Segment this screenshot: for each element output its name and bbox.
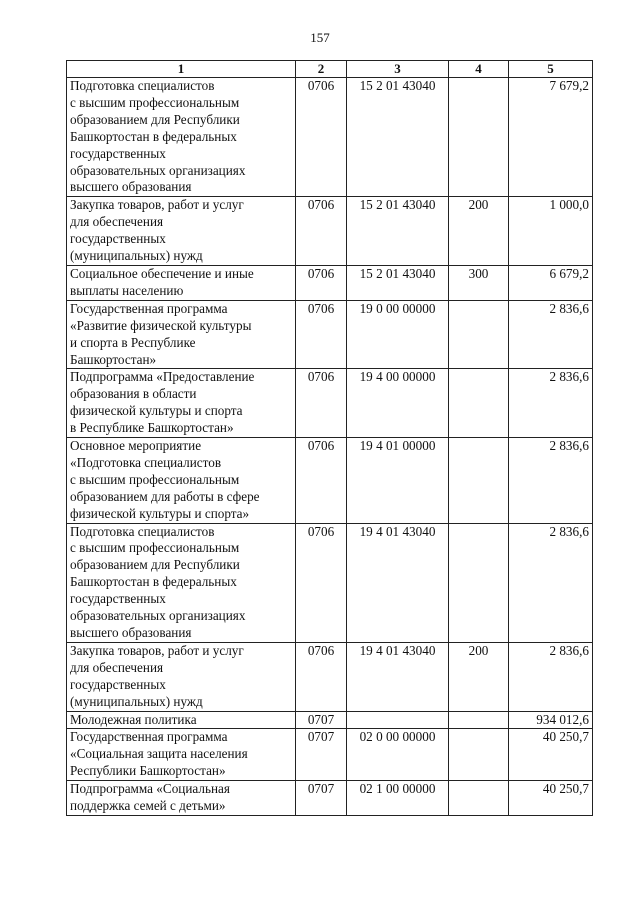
cell-name: Подготовка специалистов с высшим профессиональным образованием для Республики Башкортостан в федеральных государственных образовательных организациях высшего образования: [67, 523, 296, 642]
cell-name: Молодежная политика: [67, 711, 296, 729]
cell-name: Закупка товаров, работ и услуг для обеспечения государственных (муниципальных) нужд: [67, 642, 296, 711]
cell-section: 0706: [296, 78, 347, 197]
cell-section: 0706: [296, 197, 347, 266]
cell-target-code: 19 4 01 00000: [347, 438, 449, 524]
table-row: [67, 197, 593, 266]
cell-expense-type: [449, 300, 509, 369]
cell-amount: 2 836,6: [509, 438, 593, 524]
table-row: [67, 300, 593, 369]
page-number: 157: [310, 30, 330, 45]
table-row: [67, 265, 593, 300]
cell-expense-type: 200: [449, 642, 509, 711]
cell-section: 0706: [296, 438, 347, 524]
cell-amount: 934 012,6: [509, 711, 593, 729]
cell-target-code: 15 2 01 43040: [347, 78, 449, 197]
cell-amount: 1 000,0: [509, 197, 593, 266]
cell-expense-type: 300: [449, 265, 509, 300]
cell-expense-type: [449, 711, 509, 729]
cell-expense-type: 200: [449, 197, 509, 266]
cell-target-code: 02 1 00 00000: [347, 781, 449, 816]
cell-amount: 40 250,7: [509, 729, 593, 781]
cell-section: 0706: [296, 300, 347, 369]
cell-target-code: 19 4 01 43040: [347, 642, 449, 711]
cell-section: 0706: [296, 265, 347, 300]
cell-amount: 2 836,6: [509, 642, 593, 711]
table-row: [67, 711, 593, 729]
cell-name: Основное мероприятие «Подготовка специалистов с высшим профессиональным образованием для работы в сфере физической культуры и спорта»: [67, 438, 296, 524]
cell-target-code: 02 0 00 00000: [347, 729, 449, 781]
cell-expense-type: [449, 369, 509, 438]
cell-amount: 40 250,7: [509, 781, 593, 816]
column-header-3: 3: [347, 61, 449, 78]
cell-section: 0706: [296, 642, 347, 711]
cell-expense-type: [449, 78, 509, 197]
table-header-row: [67, 61, 593, 78]
table-row: [67, 438, 593, 524]
cell-name: Подготовка специалистов с высшим профессиональным образованием для Республики Башкортостан в федеральных государственных образовательных организациях высшего образования: [67, 78, 296, 197]
cell-target-code: 15 2 01 43040: [347, 197, 449, 266]
table-row: [67, 78, 593, 197]
cell-section: 0706: [296, 369, 347, 438]
cell-amount: 2 836,6: [509, 369, 593, 438]
cell-target-code: [347, 711, 449, 729]
cell-amount: 7 679,2: [509, 78, 593, 197]
cell-name: Закупка товаров, работ и услуг для обеспечения государственных (муниципальных) нужд: [67, 197, 296, 266]
column-header-2: 2: [296, 61, 347, 78]
table-row: [67, 729, 593, 781]
cell-section: 0707: [296, 781, 347, 816]
column-header-5: 5: [509, 61, 593, 78]
cell-expense-type: [449, 523, 509, 642]
cell-target-code: 19 4 00 00000: [347, 369, 449, 438]
table-row: [67, 642, 593, 711]
cell-section: 0707: [296, 729, 347, 781]
cell-expense-type: [449, 729, 509, 781]
cell-amount: 2 836,6: [509, 523, 593, 642]
cell-target-code: 19 4 01 43040: [347, 523, 449, 642]
cell-expense-type: [449, 438, 509, 524]
cell-name: Государственная программа «Социальная защита населения Республики Башкортостан»: [67, 729, 296, 781]
cell-expense-type: [449, 781, 509, 816]
cell-amount: 6 679,2: [509, 265, 593, 300]
table-body: [67, 78, 593, 816]
column-header-1: 1: [67, 61, 296, 78]
cell-name: Социальное обеспечение и иные выплаты населению: [67, 265, 296, 300]
table-row: [67, 781, 593, 816]
cell-target-code: 15 2 01 43040: [347, 265, 449, 300]
cell-name: Государственная программа «Развитие физической культуры и спорта в Республике Башкортостан»: [67, 300, 296, 369]
cell-target-code: 19 0 00 00000: [347, 300, 449, 369]
table-row: [67, 523, 593, 642]
cell-name: Подпрограмма «Социальная поддержка семей с детьми»: [67, 781, 296, 816]
table-row: [67, 369, 593, 438]
budget-table: [66, 60, 593, 816]
column-header-4: 4: [449, 61, 509, 78]
cell-section: 0707: [296, 711, 347, 729]
cell-name: Подпрограмма «Предоставление образования в области физической культуры и спорта в Республике Башкортостан»: [67, 369, 296, 438]
cell-section: 0706: [296, 523, 347, 642]
cell-amount: 2 836,6: [509, 300, 593, 369]
